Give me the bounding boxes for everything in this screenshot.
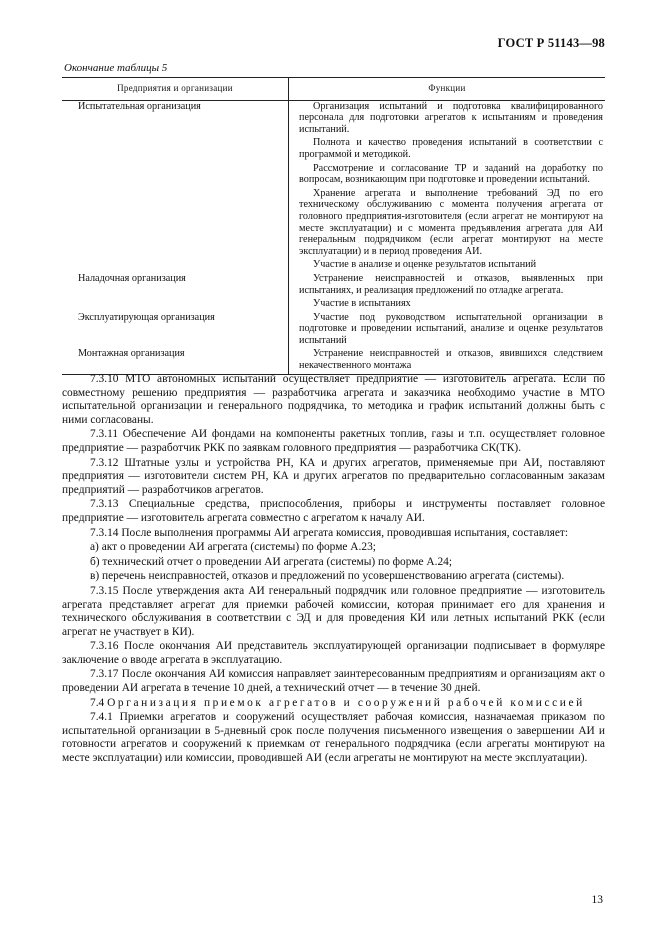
paragraph-7-3-10: 7.3.10 МТО автономных испытаний осуществляет предприятие — изготовитель агрегата. Если по совместному решению предприятия — разработчика агрегата и заказчика необходимо участие в МТО испытательной организации и генерального подрядчика, то методика и график испытаний должны быть с ними согласованы. [62, 373, 605, 426]
function-item: Хранение агрегата и выполнение требований ЭД по его техническому обслуживанию с момента получения агрегата от головного предприятия-изготовителя (если агрегат не монтируют на месте эксплуатации) и с момента предъявления агрегата для АИ генеральным подрядчиком (если агрегат монтируют на месте эксплуатации) и в период проведения АИ. [299, 187, 603, 257]
function-item: Устранение неисправностей и отказов, выявленных при испытаниях, и реализация предложений по отладке агрегата. [299, 272, 603, 296]
section-number: 7.4 [90, 696, 105, 709]
org-name: Наладочная организация [62, 273, 289, 312]
org-name: Эксплуатирующая организация [62, 312, 289, 349]
table-row [62, 100, 605, 273]
document-code: ГОСТ Р 51143—98 [497, 36, 605, 50]
function-item: Полнота и качество проведения испытаний в соответствии с программой и методикой. [299, 137, 603, 160]
column-header-organizations: Предприятия и организации [62, 78, 289, 101]
function-item: Участие в испытаниях [313, 298, 411, 310]
function-item: Участие под руководством испытательной организации в подготовке и проведении испытаний, анализе и оценке результатов испытаний [299, 311, 603, 346]
paragraph-7-3-17: 7.3.17 После окончания АИ комиссия направляет заинтересованным предприятиям и организациям акт о проведении АИ агрегата в течение 10 дней, а технический отчет — в течение 30 дней. [62, 668, 605, 695]
paragraph-7-3-16: 7.3.16 После окончания АИ представитель эксплуатирующей организации подписывает в формуляре заключение о вводе агрегата в эксплуатацию. [62, 640, 605, 666]
body-text [62, 373, 605, 767]
functions-cell [289, 100, 606, 273]
paragraph-7-4-1: 7.4.1 Приемки агрегатов и сооружений осуществляет рабочая комиссия, назначаемая приказом по испытательной организации в 5-дневный срок после получения письменного извещения о завершении АИ и готовности агрегатов и сооружений к приемкам от генерального подрядчика (если агрегаты монтируют на месте эксплуатации) или комиссии, проводившей АИ (если агрегаты не монтируют на месте эксплуатации). [62, 711, 605, 765]
list-item: в) перечень неисправностей, отказов и предложений по усовершенствованию агрегата (системы). [90, 570, 565, 583]
section-title: Организация приемок агрегатов и сооружений рабочей комиссией [107, 696, 585, 709]
column-header-functions: Функции [289, 78, 606, 101]
functions-table [62, 77, 605, 375]
table-row [62, 273, 605, 312]
table-row [62, 312, 605, 349]
list-item: а) акт о проведении АИ агрегата (системы) по форме А.23; [90, 541, 376, 554]
paragraph-7-3-13: 7.3.13 Специальные средства, приспособления, приборы и инструменты поставляет головное предприятие — изготовитель агрегата совместно с агрегатом к началу АИ. [62, 498, 605, 524]
table-caption: Окончание таблицы 5 [64, 62, 168, 74]
function-item: Участие в анализе и оценке результатов испытаний [313, 259, 537, 271]
functions-cell [289, 312, 606, 349]
list-item: б) технический отчет о проведении АИ агрегата (системы) по форме А.24; [90, 555, 453, 568]
section-heading-7-4 [62, 697, 605, 711]
functions-cell [289, 348, 606, 374]
functions-cell [289, 273, 606, 312]
paragraph-7-3-11: 7.3.11 Обеспечение АИ фондами на компоненты ракетных топлив, газы и т.п. осуществляет головное предприятие — разработчик РКК по заявкам головного предприятия — разработчика СК(ТК). [62, 428, 605, 454]
function-item: Организация испытаний и подготовка квалифицированного персонала для подготовки агрегатов к испытаниям и проведения испытаний. [299, 100, 603, 135]
table-row [62, 348, 605, 374]
paragraph-7-3-12: 7.3.12 Штатные узлы и устройства РН, КА и других агрегатов, применяемые при АИ, поставляют предприятия — изготовители систем РН, КА и других агрегатов по предварительно согласованным заказам предприятий — разработчиков агрегатов. [62, 456, 605, 496]
org-name: Испытательная организация [62, 100, 289, 273]
page-number: 13 [591, 894, 603, 906]
function-item: Рассмотрение и согласование ТР и заданий на доработку по вопросам, возникающим при подготовке и проведении испытаний. [299, 162, 603, 186]
function-item: Устранение неисправностей и отказов, явившихся следствием некачественного монтажа [299, 348, 603, 372]
paragraph-7-3-14: 7.3.14 После выполнения программы АИ агрегата комиссия, проводившая испытания, составляет: [90, 526, 569, 539]
org-name: Монтажная организация [62, 348, 289, 374]
paragraph-7-3-15: 7.3.15 После утверждения акта АИ генеральный подрядчик или головное предприятие — изготовитель агрегата представляет агрегат для приемки рабочей комиссии, которая принимает его для хранения и технического обслуживания в соответствии с ЭД и для проведения КИ или летных испытаний РКК (если агрегат не участвует в КИ). [62, 584, 605, 638]
